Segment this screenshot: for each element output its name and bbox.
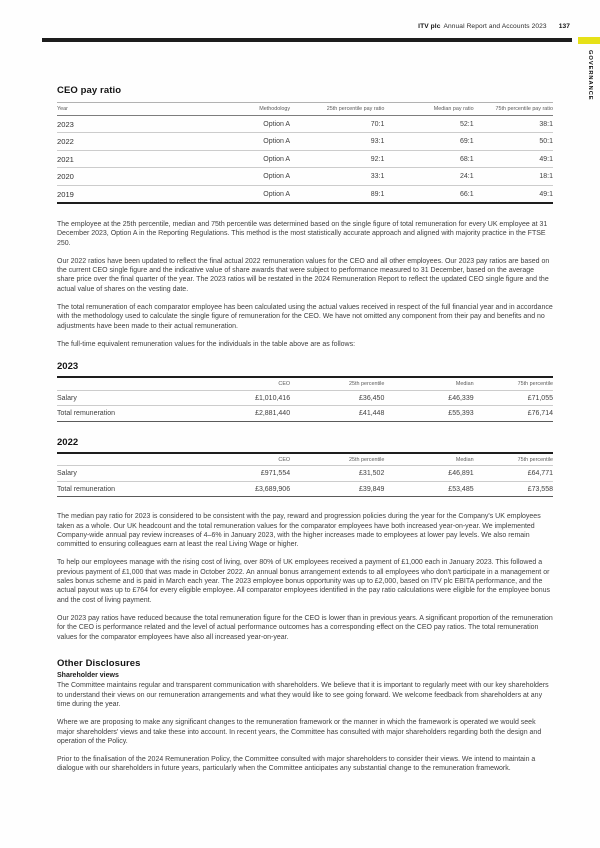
table-header-row xyxy=(57,453,553,466)
body-paragraph: Our 2022 ratios have been updated to reflect the final actual 2022 remuneration values for the CEO and all other employees. Our 2023 pay ratios are based on the current CEO single figure and the indicative value of share awards that were subject to performance measured to 31 December, based on the average share price over the final quarter of the year. The 2023 ratios will be restated in the 2024 Remuneration Report to reflect the updated CEO single figure and the actual value of shares on the vesting date. xyxy=(57,257,550,293)
table-cell: 18:1 xyxy=(474,168,553,186)
table-cell: £73,558 xyxy=(474,481,553,497)
page-number: 137 xyxy=(558,23,570,30)
section-label-governance: GOVERNANCE xyxy=(587,50,593,101)
col-header-75th: 75th percentile xyxy=(474,453,553,466)
body-paragraph: The median pay ratio for 2023 is considered to be consistent with the pay, reward and progression policies during the year for the Company's UK employees taken as a whole. Our UK headcount and the total remuneration values for the comparator employees have both increased year-on-year. We implemented Company-wide annual pay review increases of 4–6% in January 2023, with the higher increases made to employees at lower pay levels. We also remain committed to ensuring colleagues earn at least the real Living Wage or higher. xyxy=(57,513,541,549)
table-cell: Total remuneration xyxy=(57,481,186,497)
ceo-pay-ratio-heading: CEO pay ratio xyxy=(57,85,122,96)
ceo-pay-ratio-table xyxy=(57,102,553,204)
table-header-row xyxy=(57,103,553,116)
table-cell: 49:1 xyxy=(474,185,553,203)
col-header-year: Year xyxy=(57,103,186,116)
table-cell: £46,339 xyxy=(384,390,473,406)
table-cell: 2020 xyxy=(57,168,186,186)
body-paragraph: Where we are proposing to make any significant changes to the remuneration framework or the manner in which the framework is operated we would seek major shareholders' views and take these into account. In recent years, the Committee has consulted with major shareholders regarding both the design and operation of the Policy. xyxy=(57,719,542,745)
table-cell: Salary xyxy=(57,390,186,406)
fte-2022-heading: 2022 xyxy=(57,436,79,448)
table-cell: 2021 xyxy=(57,150,186,168)
table-cell: Option A xyxy=(186,150,290,168)
table-cell: £64,771 xyxy=(474,466,553,482)
table-cell: Option A xyxy=(186,168,290,186)
table-cell: 38:1 xyxy=(474,115,553,133)
running-header xyxy=(418,23,570,30)
table-cell: £46,891 xyxy=(384,466,473,482)
body-paragraph: Prior to the finalisation of the 2024 Remuneration Policy, the Committee consulted with major shareholders to consider their views. We intend to maintain a dialogue with our shareholders in future years, particularly when the Committee anticipates any substantial change to the remuneration framework. xyxy=(57,756,536,773)
table-row xyxy=(57,115,553,133)
col-header-median: Median xyxy=(384,453,473,466)
table-cell: £41,448 xyxy=(290,406,384,422)
table-cell: Option A xyxy=(186,133,290,151)
table-cell: 70:1 xyxy=(290,115,384,133)
table-row xyxy=(57,406,553,422)
col-header-blank xyxy=(57,453,186,466)
table-row xyxy=(57,133,553,151)
body-paragraph: The full-time equivalent remuneration values for the individuals in the table above are as follows: xyxy=(57,340,356,348)
table-cell: 68:1 xyxy=(384,150,473,168)
col-header-median: Median pay ratio xyxy=(384,103,473,116)
table-cell: 52:1 xyxy=(384,115,473,133)
col-header-75th: 75th percentile pay ratio xyxy=(474,103,553,116)
header-rule xyxy=(42,38,572,42)
table-row xyxy=(57,481,553,497)
table-cell: Option A xyxy=(186,115,290,133)
table-row xyxy=(57,390,553,406)
table-cell: Salary xyxy=(57,466,186,482)
table-cell: £55,393 xyxy=(384,406,473,422)
table-cell: 2019 xyxy=(57,185,186,203)
table-cell: £76,714 xyxy=(474,406,553,422)
col-header-median: Median xyxy=(384,377,473,390)
table-cell: 2022 xyxy=(57,133,186,151)
table-cell: Total remuneration xyxy=(57,406,186,422)
report-title: Annual Report and Accounts 2023 xyxy=(443,23,547,30)
body-paragraph: The total remuneration of each comparator employee has been calculated using the actual values received in respect of the full financial year and in accordance with the methodology used to calculate the single figure of remuneration for the CEO. We have not omitted any component from their pay and benefits and no adjustments have been made to their actual remuneration. xyxy=(57,304,553,330)
table-row xyxy=(57,168,553,186)
shareholder-views-subheading: Shareholder views xyxy=(57,671,119,679)
other-disclosures-heading: Other Disclosures xyxy=(57,657,141,669)
fte-2023-heading: 2023 xyxy=(57,361,79,373)
body-paragraph: Our 2023 pay ratios have reduced because the total remuneration figure for the CEO is lower than in previous years. A significant proportion of the remuneration for the CEO is performance related and the level of actual performance outcomes has a corresponding effect on the CEO pay ratios. The total remuneration values for the comparator employees have also all increased year-on-year. xyxy=(57,614,553,641)
col-header-ceo: CEO xyxy=(186,453,290,466)
col-header-ceo: CEO xyxy=(186,377,290,390)
body-paragraph: To help our employees manage with the rising cost of living, over 80% of UK employees received a payment of £1,000 each in January 2023. This followed a previous payment of £1,000 that was made in October 2022. An annual bonus arrangement extends to all employees who don't participate in a management or sales bonus scheme and is paid in March each year. The 2023 employee bonus opportunity was up to £2,000, based on ITV plc EBITA performance, and the actual payout was up to £764 for every eligible employee. All comparator employees identified in the pay ratio calculations were eligible for the employee bonus and the cost of living payment. xyxy=(57,559,551,604)
table-cell: 89:1 xyxy=(290,185,384,203)
table-cell: 24:1 xyxy=(384,168,473,186)
fte-2022-table xyxy=(57,452,553,498)
col-header-25th: 25th percentile xyxy=(290,453,384,466)
table-row xyxy=(57,150,553,168)
section-color-tab xyxy=(578,37,600,44)
table-cell: 49:1 xyxy=(474,150,553,168)
col-header-blank xyxy=(57,377,186,390)
table-row xyxy=(57,466,553,482)
table-cell: £39,849 xyxy=(290,481,384,497)
col-header-25th: 25th percentile pay ratio xyxy=(290,103,384,116)
table-cell: £53,485 xyxy=(384,481,473,497)
body-paragraph: The employee at the 25th percentile, median and 75th percentile was determined based on the single figure of total remuneration for every UK employee at 31 December 2023, Option A in the Reporting Regulations. This method is the most statistically accurate approach and aligned with majority practice in the FTSE 250. xyxy=(57,221,548,247)
table-cell: £971,554 xyxy=(186,466,290,482)
col-header-75th: 75th percentile xyxy=(474,377,553,390)
table-cell: 2023 xyxy=(57,115,186,133)
table-cell: £3,689,906 xyxy=(186,481,290,497)
fte-2023-table xyxy=(57,376,553,422)
table-cell: £71,055 xyxy=(474,390,553,406)
table-cell: 92:1 xyxy=(290,150,384,168)
table-cell: 66:1 xyxy=(384,185,473,203)
col-header-25th: 25th percentile xyxy=(290,377,384,390)
body-paragraph: The Committee maintains regular and transparent communication with shareholders. We believe that it is important to regularly meet with our key shareholders to understand their views on our remuneration arrangements and what they would like to see going forward. We welcome feedback from shareholders at any time during the year. xyxy=(57,682,549,708)
table-cell: 33:1 xyxy=(290,168,384,186)
table-cell: 93:1 xyxy=(290,133,384,151)
table-cell: £36,450 xyxy=(290,390,384,406)
table-cell: Option A xyxy=(186,185,290,203)
brand-name: ITV plc xyxy=(418,23,441,30)
table-cell: £2,881,440 xyxy=(186,406,290,422)
table-cell: 69:1 xyxy=(384,133,473,151)
table-header-row xyxy=(57,377,553,390)
page-content xyxy=(57,85,553,783)
table-cell: £31,502 xyxy=(290,466,384,482)
table-cell: 50:1 xyxy=(474,133,553,151)
table-row xyxy=(57,185,553,203)
table-cell: £1,010,416 xyxy=(186,390,290,406)
col-header-methodology: Methodology xyxy=(186,103,290,116)
